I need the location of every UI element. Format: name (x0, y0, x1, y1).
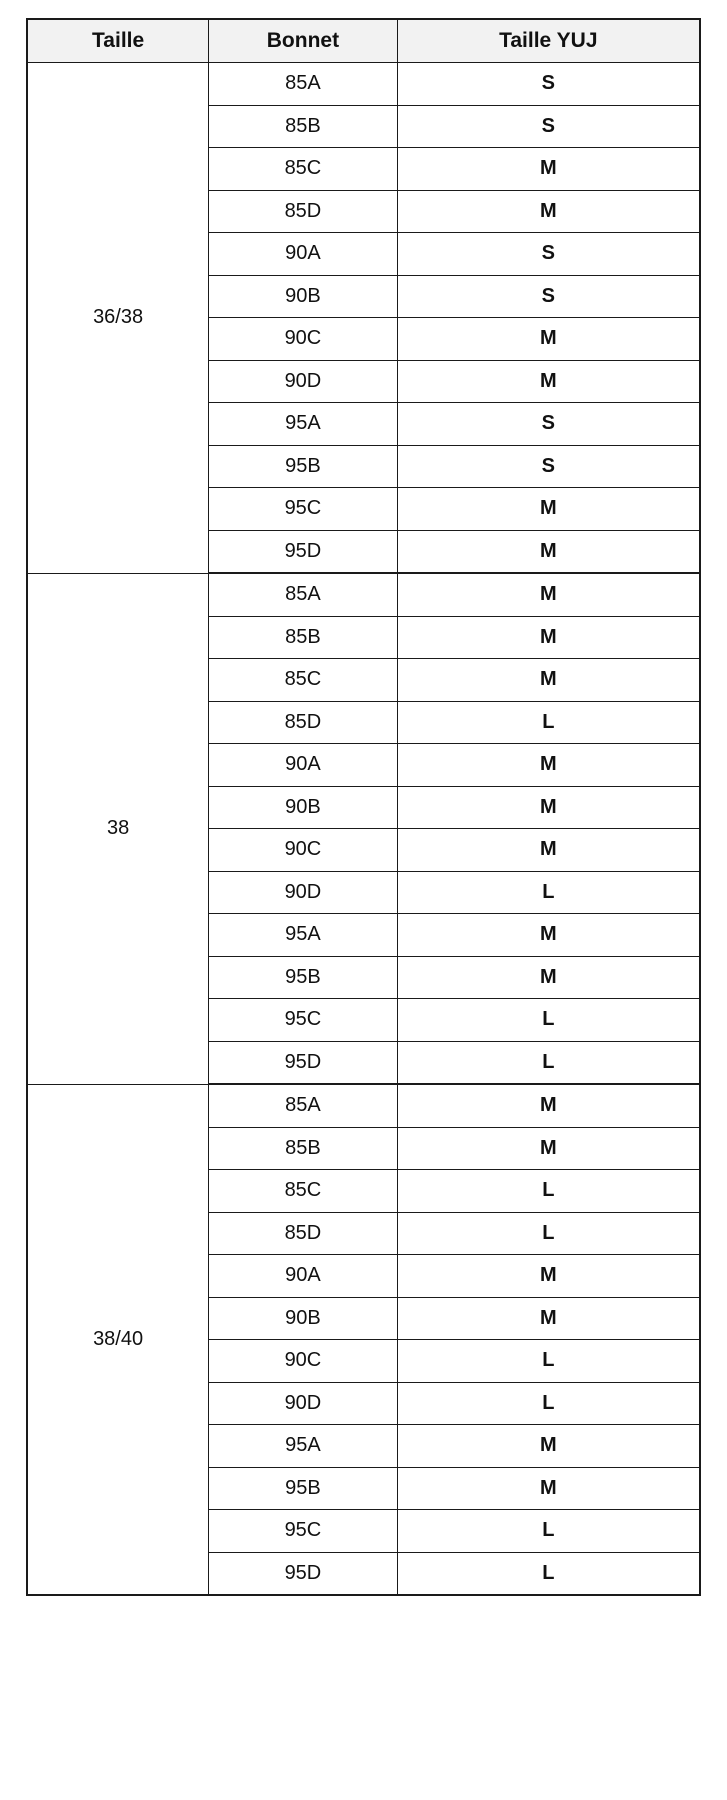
bonnet-cell: 85C (209, 148, 397, 191)
bonnet-cell: 90D (209, 1382, 397, 1425)
column-header-taille-yuj: Taille YUJ (397, 19, 700, 63)
taille-group-cell: 38 (27, 573, 209, 1084)
bonnet-cell: 90C (209, 1340, 397, 1383)
bonnet-cell: 95D (209, 530, 397, 573)
bonnet-cell: 85D (209, 190, 397, 233)
bonnet-cell: 85D (209, 701, 397, 744)
bonnet-cell: 85C (209, 659, 397, 702)
table-row (27, 63, 700, 106)
taille-yuj-cell: L (397, 999, 700, 1042)
taille-yuj-cell: S (397, 445, 700, 488)
bonnet-cell: 95A (209, 1425, 397, 1468)
bonnet-cell: 90C (209, 829, 397, 872)
size-conversion-table (26, 18, 701, 1596)
taille-yuj-cell: S (397, 275, 700, 318)
taille-yuj-cell: M (397, 530, 700, 573)
bonnet-cell: 95B (209, 445, 397, 488)
bonnet-cell: 90B (209, 786, 397, 829)
taille-yuj-cell: L (397, 1170, 700, 1213)
taille-yuj-cell: M (397, 1127, 700, 1170)
bonnet-cell: 85C (209, 1170, 397, 1213)
taille-yuj-cell: M (397, 1425, 700, 1468)
bonnet-cell: 85B (209, 105, 397, 148)
bonnet-cell: 95C (209, 1510, 397, 1553)
bonnet-cell: 85D (209, 1212, 397, 1255)
taille-yuj-cell: L (397, 1212, 700, 1255)
table-body (27, 63, 700, 1596)
taille-yuj-cell: S (397, 63, 700, 106)
taille-yuj-cell: M (397, 360, 700, 403)
taille-yuj-cell: M (397, 659, 700, 702)
taille-yuj-cell: M (397, 190, 700, 233)
bonnet-cell: 90A (209, 1255, 397, 1298)
table-row (27, 573, 700, 616)
bonnet-cell: 90C (209, 318, 397, 361)
bonnet-cell: 85A (209, 63, 397, 106)
taille-yuj-cell: L (397, 871, 700, 914)
bonnet-cell: 95C (209, 999, 397, 1042)
column-header-taille: Taille (27, 19, 209, 63)
bonnet-cell: 95D (209, 1552, 397, 1595)
taille-yuj-cell: M (397, 488, 700, 531)
bonnet-cell: 95C (209, 488, 397, 531)
bonnet-cell: 95B (209, 1467, 397, 1510)
column-header-bonnet: Bonnet (209, 19, 397, 63)
bonnet-cell: 95A (209, 914, 397, 957)
taille-yuj-cell: L (397, 1552, 700, 1595)
taille-yuj-cell: M (397, 1255, 700, 1298)
bonnet-cell: 95D (209, 1041, 397, 1084)
bonnet-cell: 90B (209, 275, 397, 318)
taille-yuj-cell: S (397, 403, 700, 446)
taille-yuj-cell: L (397, 1510, 700, 1553)
taille-yuj-cell: M (397, 318, 700, 361)
bonnet-cell: 90B (209, 1297, 397, 1340)
bonnet-cell: 90D (209, 871, 397, 914)
taille-yuj-cell: L (397, 1340, 700, 1383)
taille-yuj-cell: L (397, 1382, 700, 1425)
taille-yuj-cell: M (397, 1467, 700, 1510)
taille-yuj-cell: S (397, 233, 700, 276)
taille-yuj-cell: S (397, 105, 700, 148)
bonnet-cell: 85B (209, 1127, 397, 1170)
bonnet-cell: 85B (209, 616, 397, 659)
bonnet-cell: 95B (209, 956, 397, 999)
taille-yuj-cell: M (397, 829, 700, 872)
table-header (27, 19, 700, 63)
taille-yuj-cell: M (397, 786, 700, 829)
taille-yuj-cell: M (397, 616, 700, 659)
taille-group-cell: 38/40 (27, 1084, 209, 1595)
bonnet-cell: 85A (209, 1084, 397, 1127)
taille-yuj-cell: M (397, 956, 700, 999)
taille-yuj-cell: M (397, 148, 700, 191)
taille-yuj-cell: M (397, 914, 700, 957)
taille-yuj-cell: L (397, 1041, 700, 1084)
bonnet-cell: 90A (209, 233, 397, 276)
bonnet-cell: 90A (209, 744, 397, 787)
taille-yuj-cell: L (397, 701, 700, 744)
table-header-row (27, 19, 700, 63)
taille-yuj-cell: M (397, 573, 700, 616)
taille-group-cell: 36/38 (27, 63, 209, 574)
bonnet-cell: 85A (209, 573, 397, 616)
bonnet-cell: 90D (209, 360, 397, 403)
taille-yuj-cell: M (397, 1084, 700, 1127)
table-row (27, 1084, 700, 1127)
taille-yuj-cell: M (397, 1297, 700, 1340)
bonnet-cell: 95A (209, 403, 397, 446)
taille-yuj-cell: M (397, 744, 700, 787)
